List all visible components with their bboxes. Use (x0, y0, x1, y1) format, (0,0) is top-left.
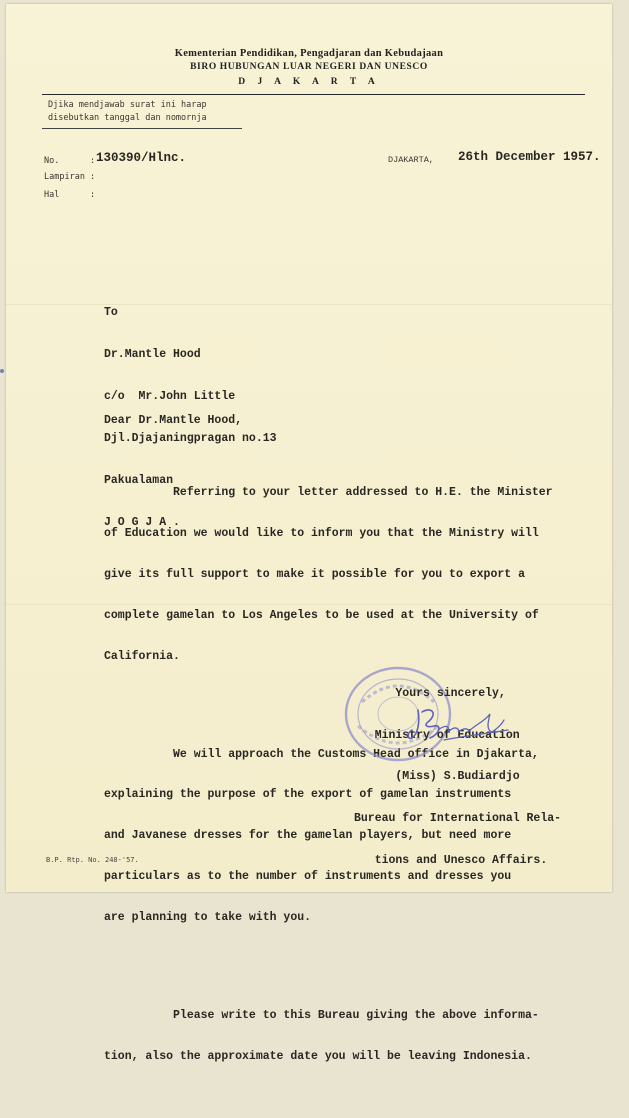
address-line: J O G J A . (104, 516, 180, 529)
meta-no-row (44, 156, 95, 166)
reply-note-rule (42, 128, 242, 129)
body-line: explaining the purpose of the export of gamelan instruments (104, 788, 512, 802)
body-line: are planning to take with you. (104, 910, 312, 924)
closing-line: Ministry of Education (354, 729, 520, 742)
paragraph-3 (104, 982, 553, 1091)
letter-place: DJAKARTA, (388, 155, 434, 165)
letter-page (6, 4, 612, 1063)
signatory-title-line: Bureau for International Rela- (354, 812, 562, 825)
body-line: particulars as to the number of instruments and dresses you (104, 870, 512, 883)
body-line: Referring to your letter addressed to H.E. the Minister (104, 486, 553, 500)
body-line: give its full support to make it possible for you to export a (104, 567, 525, 581)
paragraph-1 (104, 459, 553, 690)
body-line: Please write to this Bureau giving the above informa- (104, 1008, 539, 1022)
reference-number: 130390/Hlnc. (96, 151, 187, 165)
letterhead-ministry: Kementerian Pendidikan, Pengadjaran dan Kebudajaan (174, 48, 444, 59)
signatory-title-line: tions and Unesco Affairs. (354, 854, 548, 867)
address-line: Pakualaman (104, 474, 174, 487)
letterhead-bureau: BIRO HUBUNGAN LUAR NEGERI DAN UNESCO (190, 62, 428, 72)
signature-block (354, 742, 561, 896)
address-line: To (104, 306, 118, 319)
body-line: complete gamelan to Los Angeles to be used at the University of (104, 608, 539, 622)
paper-edge-mark (0, 369, 4, 373)
salutation: Dear Dr.Mantle Hood, (104, 414, 243, 427)
signatory-name: (Miss) S.Budiardjo (354, 770, 520, 783)
letter-date: 26th December 1957. (458, 150, 601, 164)
address-line: Dr.Mantle Hood (104, 348, 201, 361)
letterhead-rule (42, 94, 585, 95)
no-label: No. (44, 156, 60, 166)
letterhead-city: D J A K A R T A (238, 77, 380, 87)
address-line: c/o Mr.John Little (104, 390, 236, 403)
no-colon: : (90, 156, 96, 166)
meta-lampiran-row (44, 172, 95, 182)
body-line: tion, also the approximate date you will be leaving Indonesia. (104, 1049, 532, 1063)
hal-colon: : (90, 190, 96, 200)
body-line: California. (104, 649, 180, 663)
reply-note-line-2: disebutkan tanggal dan nomornja (48, 113, 207, 123)
lampiran-colon: : (90, 172, 96, 182)
body-line: We will approach the Customs Head office in Djakarta, (104, 747, 539, 761)
paper-fold (6, 304, 612, 305)
reply-note-line-1: Djika mendjawab surat ini harap (48, 100, 207, 110)
body-line: of Education we would like to inform you that the Ministry will (104, 527, 539, 541)
hal-label: Hal (44, 190, 60, 200)
address-line: Djl.Djajaningpragan no.13 (104, 432, 277, 445)
meta-hal-row (44, 190, 95, 200)
lampiran-label: Lampiran (44, 172, 85, 182)
closing-line: Yours sincerely, (354, 687, 506, 700)
body-line: and Javanese dresses for the gamelan players, but need more (104, 829, 512, 843)
form-number: B.P. Rtp. No. 248-'57. (46, 856, 139, 864)
handwritten-signature-icon (404, 700, 514, 746)
